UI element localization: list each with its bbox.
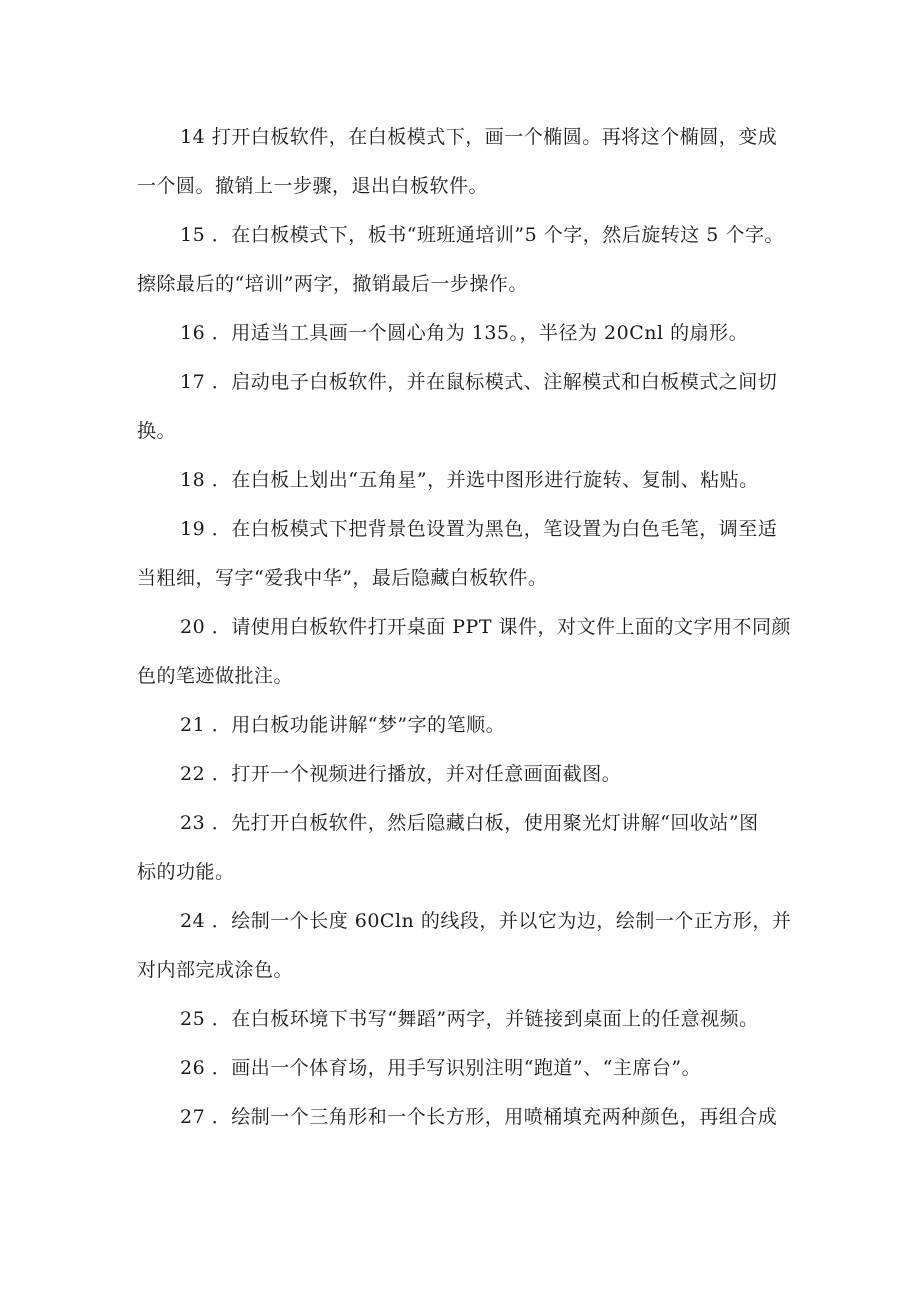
item-27-line-1: 27 ．绘制一个三角形和一个长方形，用喷桶填充两种颜色，再组合成 xyxy=(180,1106,778,1128)
item-19-line-2: 当粗细，写字“爱我中华”，最后隐藏白板软件。 xyxy=(137,567,548,589)
item-19-line-1: 19 ．在白板模式下把背景色设置为黑色，笔设置为白色毛笔，调至适 xyxy=(180,518,778,540)
item-17-line-2: 换。 xyxy=(137,420,177,442)
item-25-line-1: 25 ．在白板环境下书写“舞蹈”两字，并链接到桌面上的任意视频。 xyxy=(180,1008,759,1030)
item-15-line-1: 15 ．在白板模式下，板书“班班通培训”5 个字，然后旋转这 5 个字。 xyxy=(180,224,784,246)
item-22-line-1: 22 ．打开一个视频进行播放，并对任意画面截图。 xyxy=(180,763,622,785)
item-18-line-1: 18 ．在白板上划出“五角星”，并选中图形进行旋转、复制、粘贴。 xyxy=(180,469,759,491)
item-17-line-1: 17 ．启动电子白板软件，并在鼠标模式、注解模式和白板模式之间切 xyxy=(180,371,778,393)
item-23-line-1: 23 ．先打开白板软件，然后隐藏白板，使用聚光灯讲解“回收站”图 xyxy=(180,812,759,834)
item-20-line-1: 20 ．请使用白板软件打开桌面 PPT 课件，对文件上面的文字用不同颜 xyxy=(180,616,792,638)
item-21-line-1: 21 ．用白板功能讲解“梦”字的笔顺。 xyxy=(180,714,506,736)
item-24-line-2: 对内部完成涂色。 xyxy=(137,959,294,981)
item-20-line-2: 色的笔迹做批注。 xyxy=(137,665,294,687)
item-24-line-1: 24 ．绘制一个长度 60Cln 的线段，并以它为边，绘制一个正方形，并 xyxy=(180,910,792,932)
item-14-line-1: 14 打开白板软件，在白板模式下，画一个椭圆。再将这个椭圆，变成 xyxy=(180,126,778,148)
item-15-line-2: 擦除最后的“培训”两字，撤销最后一步操作。 xyxy=(137,273,528,295)
item-23-line-2: 标的功能。 xyxy=(137,861,235,883)
item-16-line-1: 16 ．用适当工具画一个圆心角为 135。，半径为 20Cnl 的扇形。 xyxy=(180,322,749,344)
item-26-line-1: 26 ．画出一个体育场，用手写识别注明“跑道”、“主席台”。 xyxy=(180,1057,702,1079)
item-14-line-2: 一个圆。撤销上一步骤，退出白板软件。 xyxy=(137,175,489,197)
